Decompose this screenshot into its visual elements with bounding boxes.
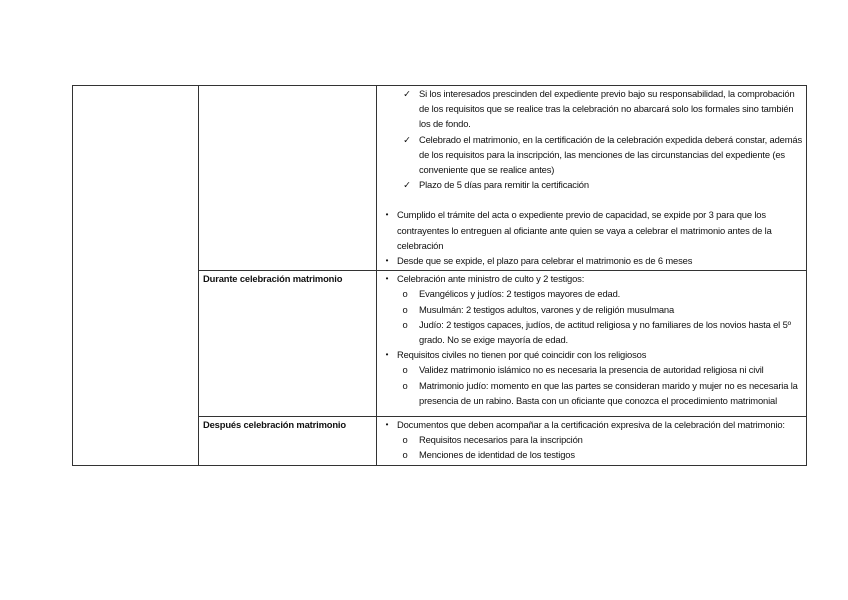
check-icon: ✓: [403, 88, 411, 99]
circle-bullet-icon: o: [402, 434, 408, 446]
bullet-item: • Requisitos civiles no tienen por qué coincidir con los religiosos: [377, 347, 802, 362]
bullet-icon: •: [385, 256, 389, 266]
check-icon: ✓: [403, 179, 411, 191]
row-label: Después celebración matrimonio: [199, 417, 377, 466]
sub-item: o Evangélicos y judíos: 2 testigos mayores de edad.: [377, 286, 802, 301]
circle-bullet-icon: o: [402, 364, 408, 376]
circle-bullet-icon: o: [402, 318, 408, 330]
bullet-icon: •: [385, 350, 389, 360]
sub-item: o Matrimonio judío: momento en que las partes se consideran marido y mujer no es necesaria la presencia de un rabino. Basta con un oficiante que conozca el procedimiento matrimonial: [377, 378, 802, 408]
sub-item: o Menciones de identidad de los testigos: [377, 447, 802, 462]
bullet-item: • Celebración ante ministro de culto y 2 testigos:: [377, 271, 802, 286]
empty-first-column-cell: [73, 86, 199, 466]
sub-item: o Judío: 2 testigos capaces, judíos, de actitud religiosa y no familiares de los novios hasta el 5º grado. No se exige mayoría de edad.: [377, 317, 802, 347]
bullet-icon: •: [385, 274, 389, 284]
circle-bullet-icon: o: [402, 303, 408, 315]
row-content: [377, 417, 807, 466]
bullet-item: • Desde que se expide, el plazo para celebrar el matrimonio es de 6 meses: [377, 253, 802, 268]
bullet-item: • Documentos que deben acompañar a la certificación expresiva de la celebración del matrimonio:: [377, 417, 802, 432]
check-item: ✓ Si los interesados prescinden del expediente previo bajo su responsabilidad, la comprobación de los requisitos que se realice tras la celebración no abarcará solo los formales sino también los de fondo.: [377, 86, 802, 132]
sub-item: o Validez matrimonio islámico no es necesaria la presencia de autoridad religiosa ni civil: [377, 362, 802, 377]
bullet-icon: •: [385, 210, 389, 220]
sub-item: o Musulmán: 2 testigos adultos, varones y de religión musulmana: [377, 302, 802, 317]
check-item: ✓ Plazo de 5 días para remitir la certificación: [377, 177, 802, 192]
row-content: [377, 86, 807, 271]
check-item: ✓ Celebrado el matrimonio, en la certificación de la celebración expedida deberá constar, además de los requisitos para la inscripción, las menciones de las circunstancias del expediente (es conveniente que se realice antes): [377, 132, 802, 178]
row-content: [377, 271, 807, 417]
circle-bullet-icon: o: [402, 379, 408, 391]
sub-item: o Requisitos necesarios para la inscripción: [377, 432, 802, 447]
content-table: [72, 85, 807, 466]
bullet-icon: •: [385, 420, 389, 430]
row-label: Durante celebración matrimonio: [199, 271, 377, 417]
bullet-item: • Cumplido el trámite del acta o expediente previo de capacidad, se expide por 3 para que los contrayentes lo entreguen al oficiante ante quien se vaya a celebrar el matrimonio antes de la celebración: [377, 207, 802, 253]
row-label: [199, 86, 377, 271]
circle-bullet-icon: o: [402, 449, 408, 461]
check-icon: ✓: [403, 133, 411, 145]
circle-bullet-icon: o: [402, 288, 408, 300]
table-row: [73, 86, 807, 271]
